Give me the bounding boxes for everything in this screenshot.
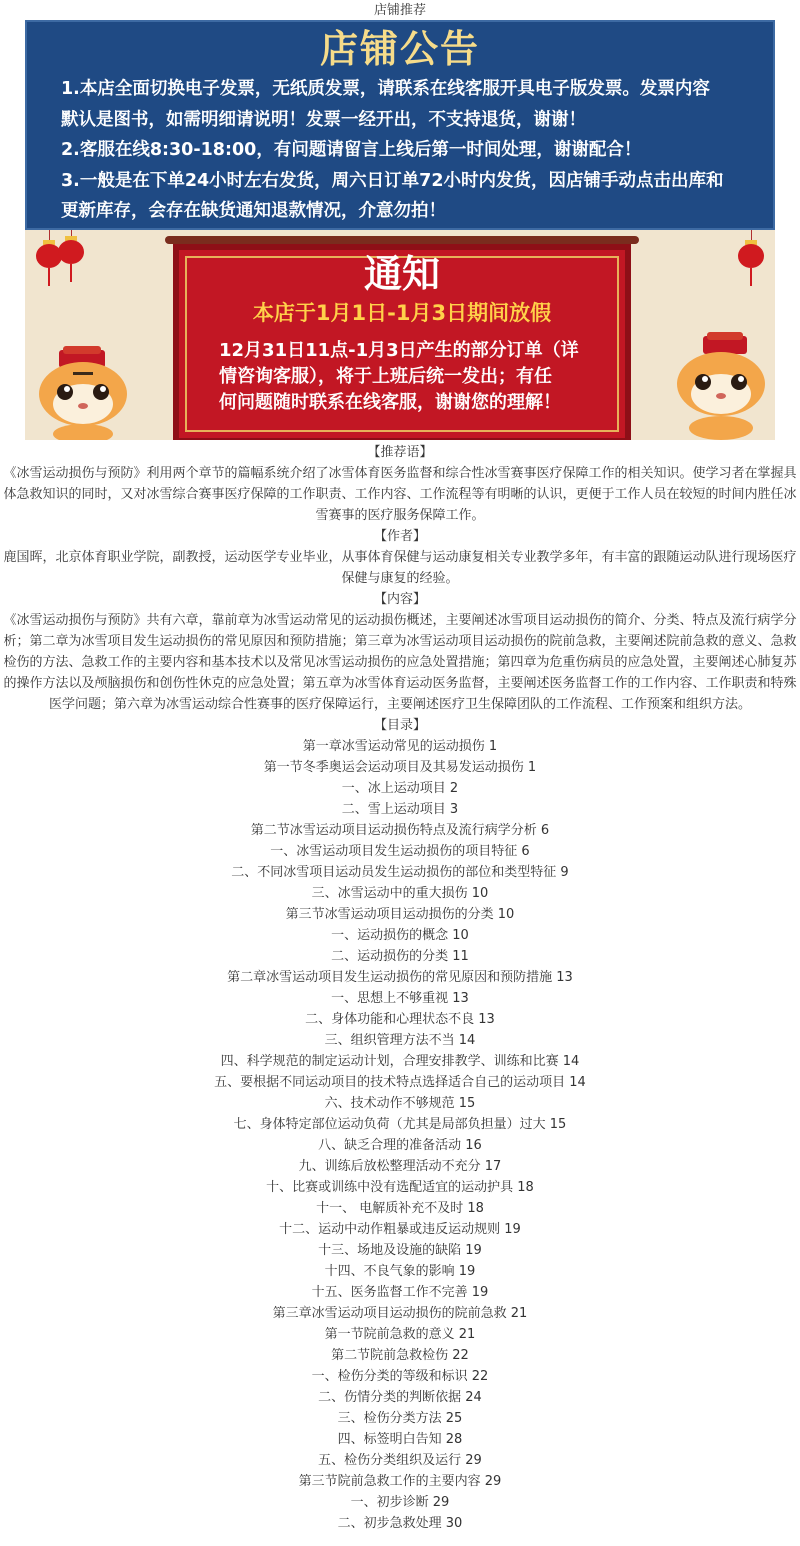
announcement-lines (27, 74, 773, 227)
holiday-notice-line: 情咨询客服），将于上班后统一发出；有任 (219, 366, 552, 387)
toc-item: 第一节院前急救的意义 21 (324, 1327, 476, 1342)
toc-item: 第一节冬季奥运会运动项目及其易发运动损伤 1 (263, 760, 537, 775)
author-text: 鹿国晖，北京体育职业学院，副教授，运动医学专业毕业，从事体育保健与运动康复相关专业教学多年，有丰富的跟随运动队进行现场医疗保健与康复的经验。 (3, 550, 797, 586)
toc-item: 一、运动损伤的概念 10 (331, 928, 469, 943)
toc-item: 第三章冰雪运动项目运动损伤的院前急救 21 (272, 1306, 528, 1321)
toc-item: 二、运动损伤的分类 11 (331, 949, 469, 964)
announcement-line: 1.本店全面切换电子发票，无纸质发票，请联系在线客服开具电子版发票。发票内容 (61, 79, 710, 99)
toc-item: 二、不同冰雪项目运动员发生运动损伤的部位和类型特征 9 (231, 865, 569, 880)
tiger-mascot-icon (663, 330, 775, 440)
toc-item: 一、思想上不够重视 13 (331, 991, 469, 1006)
toc-item: 一、检伤分类的等级和标识 22 (311, 1369, 489, 1384)
announcement-line: 更新库存，会存在缺货通知退款情况，介意勿拍！ (61, 201, 446, 221)
announcement-line: 默认是图书，如需明细请说明！发票一经开出，不支持退货，谢谢！ (61, 109, 586, 130)
toc-item: 二、雪上运动项目 3 (341, 802, 459, 817)
toc-item: 第二节院前急救检伤 22 (331, 1348, 469, 1363)
toc-item: 六、技术动作不够规范 15 (324, 1096, 476, 1111)
holiday-notice-heading: 通知 (363, 252, 440, 296)
toc-item: 三、检伤分类方法 25 (337, 1411, 463, 1426)
toc-item: 第三节院前急救工作的主要内容 29 (298, 1474, 502, 1489)
lantern-string (49, 230, 50, 240)
holiday-notice-line: 何问题随时联系在线客服，谢谢您的理解！ (219, 392, 561, 413)
holiday-notice-body (179, 328, 625, 416)
announcement-title: 店铺公告 (319, 26, 480, 71)
toc-item: 三、组织管理方法不当 14 (324, 1033, 476, 1048)
holiday-notice-subheading: 本店于1月1日-1月3日期间放假 (252, 301, 552, 325)
toc-item: 九、训练后放松整理活动不充分 17 (298, 1159, 502, 1174)
holiday-notice-board (173, 244, 631, 440)
toc-item: 十一、 电解质补充不及时 18 (316, 1201, 484, 1216)
toc-item: 十、比赛或训练中没有选配适宜的运动护具 18 (266, 1180, 534, 1195)
announcement-line: 2.客服在线8:30-18:00，有问题请留言上线后第一时间处理，谢谢配合！ (61, 140, 642, 160)
content-heading: 【内容】 (373, 592, 426, 607)
toc-item: 十五、医务监督工作不完善 19 (311, 1285, 489, 1300)
toc-item: 第三节冰雪运动项目运动损伤的分类 10 (285, 907, 515, 922)
content-text: 《冰雪运动损伤与预防》共有六章，靠前章为冰雪运动常见的运动损伤概述，主要阐述冰雪项目运动损伤的简介、分类、特点及流行病学分析；第二章为冰雪项目发生运动损伤的常见原因和预防措施；第三章为冰雪运动项目运动损伤的院前急救，主要阐述院前急救的意义、急救检伤的方法、急救工作的主要内容和基本技术以及常见冰雪运动损伤的应急处置措施；第四章为危重伤病员的应急处置，主要阐述心肺复苏的操作方法以及颅脑损伤和创伤性休克的应急处置；第五章为冰雪体育运动医务监督，主要阐述医务监督工作的工作内容、工作职责和特殊医学问题；第六章为冰雪运动综合性赛事的医疗保障运行，主要阐述医疗卫生保障团队的工作流程、工作预案和组织方法。 (3, 613, 797, 712)
holiday-notice-line: 12月31日11点-1月3日产生的部分订单（详 (219, 340, 579, 361)
scroll-rod (165, 236, 639, 244)
lantern-tassel (48, 268, 50, 286)
toc-item: 十四、不良气象的影响 19 (324, 1264, 476, 1279)
toc-item: 八、缺乏合理的准备活动 16 (318, 1138, 482, 1153)
lantern-tassel (750, 268, 752, 286)
lantern-icon (738, 244, 764, 268)
lantern-icon (58, 240, 84, 264)
toc-item: 第一章冰雪运动常见的运动损伤 1 (302, 739, 498, 754)
toc-item: 七、身体特定部位运动负荷（尤其是局部负担量）过大 15 (233, 1117, 567, 1132)
lantern-tassel (70, 264, 72, 282)
toc-item: 四、标签明白告知 28 (337, 1432, 463, 1447)
lantern-string (751, 230, 752, 240)
table-of-contents (0, 736, 800, 1534)
toc-item: 四、科学规范的制定运动计划，合理安排教学、训练和比赛 14 (220, 1054, 580, 1069)
announcement-panel (25, 20, 775, 230)
toc-item: 十三、场地及设施的缺陷 19 (318, 1243, 482, 1258)
toc-item: 二、身体功能和心理状态不良 13 (305, 1012, 495, 1027)
store-announcement-banner (25, 20, 775, 440)
toc-item: 第二节冰雪运动项目运动损伤特点及流行病学分析 6 (250, 823, 550, 838)
toc-item: 一、冰雪运动项目发生运动损伤的项目特征 6 (270, 844, 530, 859)
tiger-mascot-icon (29, 342, 141, 440)
toc-item: 第二章冰雪运动项目发生运动损伤的常见原因和预防措施 13 (227, 970, 573, 985)
recommend-text: 《冰雪运动损伤与预防》利用两个章节的篇幅系统介绍了冰雪体育医务监督和综合性冰雪赛事医疗保障工作的相关知识。使学习者在掌握具体急救知识的同时，又对冰雪综合赛事医疗保障的工作职责、工作内容、工作流程等有明晰的认识，更便于工作人员在较短的时间内胜任冰雪赛事的医疗服务保障工作。 (3, 466, 797, 523)
announcement-line: 3.一般是在下单24小时左右发货，周六日订单72小时内发货，因店铺手动点击出库和 (61, 170, 724, 191)
recommend-heading: 【推荐语】 (367, 445, 433, 460)
toc-item: 一、冰上运动项目 2 (341, 781, 459, 796)
page-top-title: 店铺推荐 (373, 3, 426, 18)
toc-item: 二、初步急救处理 30 (337, 1516, 463, 1531)
toc-item: 五、要根据不同运动项目的技术特点选择适合自己的运动项目 14 (214, 1075, 586, 1090)
toc-item: 二、伤情分类的判断依据 24 (318, 1390, 482, 1405)
toc-heading: 【目录】 (373, 718, 426, 733)
toc-item: 三、冰雪运动中的重大损伤 10 (311, 886, 489, 901)
toc-item: 五、检伤分类组织及运行 29 (318, 1453, 482, 1468)
toc-item: 一、初步诊断 29 (350, 1495, 450, 1510)
holiday-notice-area (25, 230, 775, 440)
author-heading: 【作者】 (373, 529, 426, 544)
toc-item: 十二、运动中动作粗暴或违反运动规则 19 (279, 1222, 521, 1237)
